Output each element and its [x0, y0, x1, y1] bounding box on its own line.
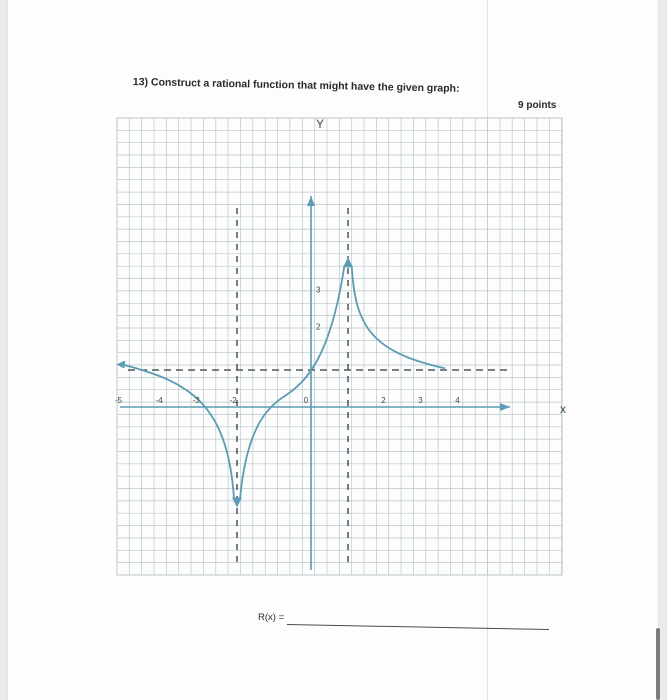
x-tick-label: 4: [455, 396, 460, 405]
x-tick-label: -4: [155, 396, 163, 405]
graph-grid: [114, 118, 562, 575]
x-tick-label: 0: [303, 396, 309, 405]
x-tick-label: -2: [229, 396, 237, 405]
x-tick-label: -5: [114, 396, 123, 405]
curve-middle-branch: [240, 266, 344, 499]
left-end-arrow: [116, 360, 125, 368]
scrollbar-thumb[interactable]: [656, 628, 660, 700]
points-label: 9 points: [518, 100, 557, 111]
question-title: 13) Construct a rational function that might have the given graph:: [132, 76, 460, 95]
x-tick-label: 2: [381, 396, 386, 405]
x-axis-title: x: [560, 402, 566, 416]
asymptote-lines: [128, 208, 510, 568]
function-curves: [116, 257, 444, 507]
x-tick-label: 3: [418, 396, 423, 405]
y-axis-title: Y: [316, 117, 325, 131]
y-axis-arrow: [307, 196, 315, 206]
x-axis-arrow: [500, 403, 510, 411]
x-tick-label: -3: [192, 396, 200, 405]
answer-label: R(x) =: [258, 612, 285, 623]
y-tick-label: 2: [316, 322, 321, 332]
curve-left-branch: [122, 364, 234, 499]
y-tick-label: 3: [316, 285, 321, 295]
